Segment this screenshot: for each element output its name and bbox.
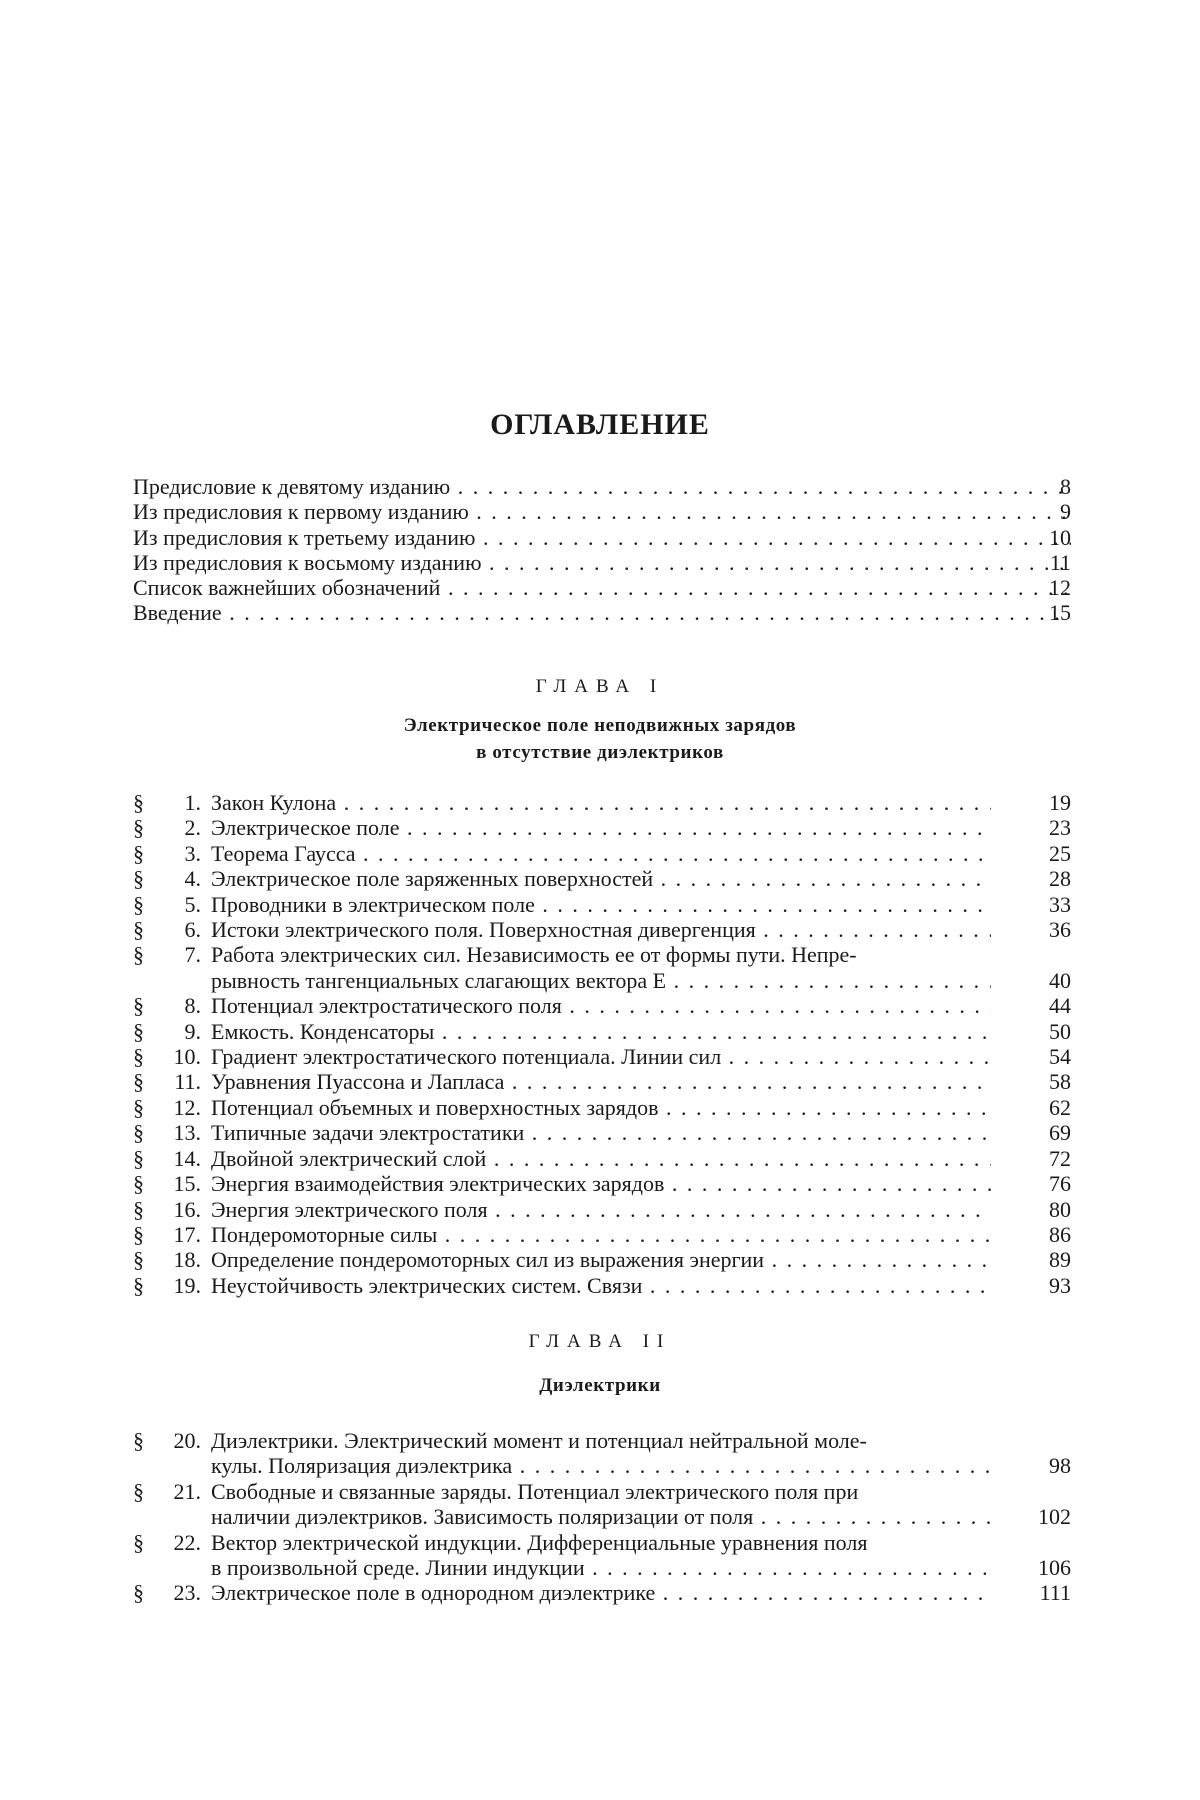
section-number: 1.	[184, 790, 201, 815]
section-title: Уравнения Пуассона и Лапласа . . .	[211, 1069, 991, 1094]
section-entry	[133, 1069, 1071, 1094]
section-sign: §	[133, 1018, 144, 1044]
section-sign: §	[133, 1120, 144, 1146]
toc-entry-page: 8	[1060, 474, 1071, 499]
toc-entry-page: 12	[1049, 575, 1071, 601]
section-entry	[133, 1428, 1071, 1479]
section-entry	[133, 866, 1071, 891]
chapter-title-line: Электрическое поле неподвижных зарядов	[403, 715, 797, 736]
section-sign: §	[133, 1069, 144, 1095]
section-entry	[133, 1197, 1071, 1222]
chapter-label: ГЛАВА II	[528, 1331, 672, 1352]
section-number: 4.	[184, 866, 201, 892]
section-number: 23.	[173, 1580, 201, 1606]
chapter-2-section-list	[133, 1428, 1071, 1606]
section-page: 54	[1049, 1044, 1071, 1070]
section-page: 50	[1049, 1018, 1071, 1044]
section-number: 7.	[184, 942, 201, 968]
chapter-title	[0, 1372, 1200, 1399]
section-title: Проводники в электрическом поле . . .	[211, 892, 991, 917]
section-title-continued: кулы. Поляризация диэлектрика . . .	[211, 1453, 991, 1478]
section-title: Энергия электрического поля . . .	[211, 1197, 991, 1222]
section-entry	[133, 1479, 1071, 1530]
section-entry	[133, 1120, 1071, 1145]
section-sign: §	[133, 1221, 144, 1247]
section-sign: §	[133, 1196, 144, 1222]
toc-entry	[133, 474, 1071, 499]
section-title: Емкость. Конденсаторы . . .	[211, 1019, 991, 1044]
section-entry	[133, 841, 1071, 866]
section-number: 22.	[173, 1529, 201, 1555]
section-page: 36	[1049, 917, 1071, 943]
section-sign: §	[133, 790, 144, 815]
section-number: 21.	[173, 1478, 201, 1504]
section-title: Пондеромоторные силы . . .	[211, 1222, 991, 1247]
section-entry	[133, 1044, 1071, 1069]
toc-entry-label: Из предисловия к первому изданию . . .	[133, 499, 1071, 524]
section-title: Вектор электрической индукции. Дифференциальные уравнения поля	[211, 1529, 868, 1555]
toc-entry-page: 10	[1049, 524, 1071, 550]
section-number: 16.	[173, 1196, 201, 1222]
section-title: Потенциал объемных и поверхностных зарядов . . .	[211, 1095, 991, 1120]
section-entry	[133, 1222, 1071, 1247]
section-entry	[133, 917, 1071, 942]
section-number: 8.	[184, 993, 201, 1019]
section-page: 106	[1038, 1555, 1071, 1581]
section-sign: §	[133, 1529, 144, 1555]
section-title: Диэлектрики. Электрический момент и потенциал нейтральной моле-	[211, 1428, 867, 1453]
section-title: Определение пондеромоторных сил из выражения энергии . . .	[211, 1247, 991, 1272]
section-title: Работа электрических сил. Независимость ее от формы пути. Непре-	[211, 942, 857, 968]
preface-list	[133, 474, 1071, 626]
section-entry	[133, 1019, 1071, 1044]
chapter-1-section-list	[133, 790, 1071, 1298]
toc-entry	[133, 499, 1071, 524]
chapter-label: ГЛАВА I	[535, 676, 665, 697]
section-entry	[133, 892, 1071, 917]
section-page: 93	[1049, 1272, 1071, 1298]
section-entry	[133, 1171, 1071, 1196]
toc-entry	[133, 600, 1071, 625]
toc-entry-label: Предисловие к девятому изданию . . .	[133, 474, 1071, 499]
section-page: 40	[1049, 967, 1071, 993]
section-title-continued: в произвольной среде. Линии индукции . . .	[211, 1555, 991, 1580]
section-entry	[133, 1580, 1071, 1605]
section-entry	[133, 1095, 1071, 1120]
toc-entry-label: Из предисловия к восьмому изданию . . .	[133, 550, 1071, 575]
section-page: 72	[1049, 1145, 1071, 1171]
section-title: Градиент электростатического потенциала. Линии сил . . .	[211, 1044, 991, 1069]
chapter-title-line: в отсутствие диэлектриков	[476, 742, 724, 763]
section-entry	[133, 993, 1071, 1018]
section-sign: §	[133, 1145, 144, 1171]
section-title: Потенциал электростатического поля . . .	[211, 993, 991, 1018]
section-page: 23	[1049, 815, 1071, 841]
section-page: 89	[1049, 1247, 1071, 1273]
section-page: 44	[1049, 993, 1071, 1019]
section-number: 14.	[173, 1145, 201, 1171]
section-sign: §	[133, 866, 144, 892]
section-title: Свободные и связанные заряды. Потенциал электрического поля при	[211, 1478, 859, 1504]
section-entry	[133, 1530, 1071, 1581]
section-title: Закон Кулона . . .	[211, 790, 991, 815]
section-page: 98	[1049, 1453, 1071, 1479]
section-page: 62	[1049, 1094, 1071, 1120]
toc-entry	[133, 525, 1071, 550]
section-number: 6.	[184, 917, 201, 943]
section-sign: §	[133, 1580, 144, 1606]
section-title-continued: наличии диэлектриков. Зависимость поляризации от поля . . .	[211, 1504, 991, 1529]
section-number: 17.	[173, 1221, 201, 1247]
section-entry	[133, 942, 1071, 993]
section-number: 11.	[174, 1069, 201, 1095]
section-number: 19.	[173, 1272, 201, 1298]
section-sign: §	[133, 993, 144, 1019]
section-page: 69	[1049, 1120, 1071, 1146]
section-page: 33	[1049, 891, 1071, 917]
toc-entry-page: 9	[1060, 499, 1071, 525]
section-sign: §	[133, 1428, 144, 1453]
section-sign: §	[133, 840, 144, 866]
section-number: 5.	[184, 891, 201, 917]
chapter-title-line: Диэлектрики	[539, 1375, 661, 1396]
section-title: Неустойчивость электрических систем. Связи . . .	[211, 1273, 991, 1298]
section-page: 58	[1049, 1069, 1071, 1095]
toc-entry	[133, 575, 1071, 600]
toc-entry-page: 11	[1049, 549, 1071, 575]
section-entry	[133, 1146, 1071, 1171]
section-number: 18.	[173, 1247, 201, 1273]
section-sign: §	[133, 891, 144, 917]
section-sign: §	[133, 942, 144, 968]
toc-entry-label: Список важнейших обозначений . . .	[133, 575, 1071, 600]
section-page: 86	[1049, 1221, 1071, 1247]
section-sign: §	[133, 917, 144, 943]
section-sign: §	[133, 1171, 144, 1197]
section-number: 9.	[184, 1018, 201, 1044]
section-title: Энергия взаимодействия электрических зарядов . . .	[211, 1171, 991, 1196]
toc-entry-page: 15	[1049, 600, 1071, 626]
section-entry	[133, 815, 1071, 840]
section-page: 28	[1049, 866, 1071, 892]
chapter-title	[0, 712, 1200, 766]
section-number: 3.	[184, 840, 201, 866]
section-title: Электрическое поле . . .	[211, 815, 991, 840]
section-entry	[133, 790, 1071, 815]
section-title: Электрическое поле заряженных поверхностей . . .	[211, 866, 991, 891]
section-number: 12.	[173, 1094, 201, 1120]
section-sign: §	[133, 1247, 144, 1273]
section-page: 80	[1049, 1196, 1071, 1222]
section-page: 76	[1049, 1171, 1071, 1197]
section-page: 102	[1038, 1504, 1071, 1530]
section-sign: §	[133, 1094, 144, 1120]
section-title: Теорема Гаусса . . .	[211, 841, 991, 866]
section-sign: §	[133, 815, 144, 841]
section-title: Истоки электрического поля. Поверхностная дивергенция . . .	[211, 917, 991, 942]
page-title: ОГЛАВЛЕНИЕ	[490, 408, 710, 441]
section-title: Типичные задачи электростатики . . .	[211, 1120, 991, 1145]
toc-entry	[133, 550, 1071, 575]
section-number: 10.	[173, 1044, 201, 1070]
section-entry	[133, 1273, 1071, 1298]
section-sign: §	[133, 1272, 144, 1298]
section-entry	[133, 1247, 1071, 1272]
section-number: 15.	[173, 1171, 201, 1197]
section-title: Двойной электрический слой . . .	[211, 1146, 991, 1171]
section-sign: §	[133, 1478, 144, 1504]
section-page: 111	[1039, 1580, 1071, 1606]
toc-entry-label: Введение . . .	[133, 600, 1071, 625]
section-number: 2.	[184, 815, 201, 841]
section-title-continued: рывность тангенциальных слагающих вектора E . . .	[211, 968, 991, 993]
section-title: Электрическое поле в однородном диэлектрике . . .	[211, 1580, 991, 1605]
section-number: 20.	[173, 1428, 201, 1453]
section-number: 13.	[173, 1120, 201, 1146]
section-page: 25	[1049, 840, 1071, 866]
section-sign: §	[133, 1044, 144, 1070]
section-page: 19	[1049, 790, 1071, 815]
toc-entry-label: Из предисловия к третьему изданию . . .	[133, 525, 1071, 550]
